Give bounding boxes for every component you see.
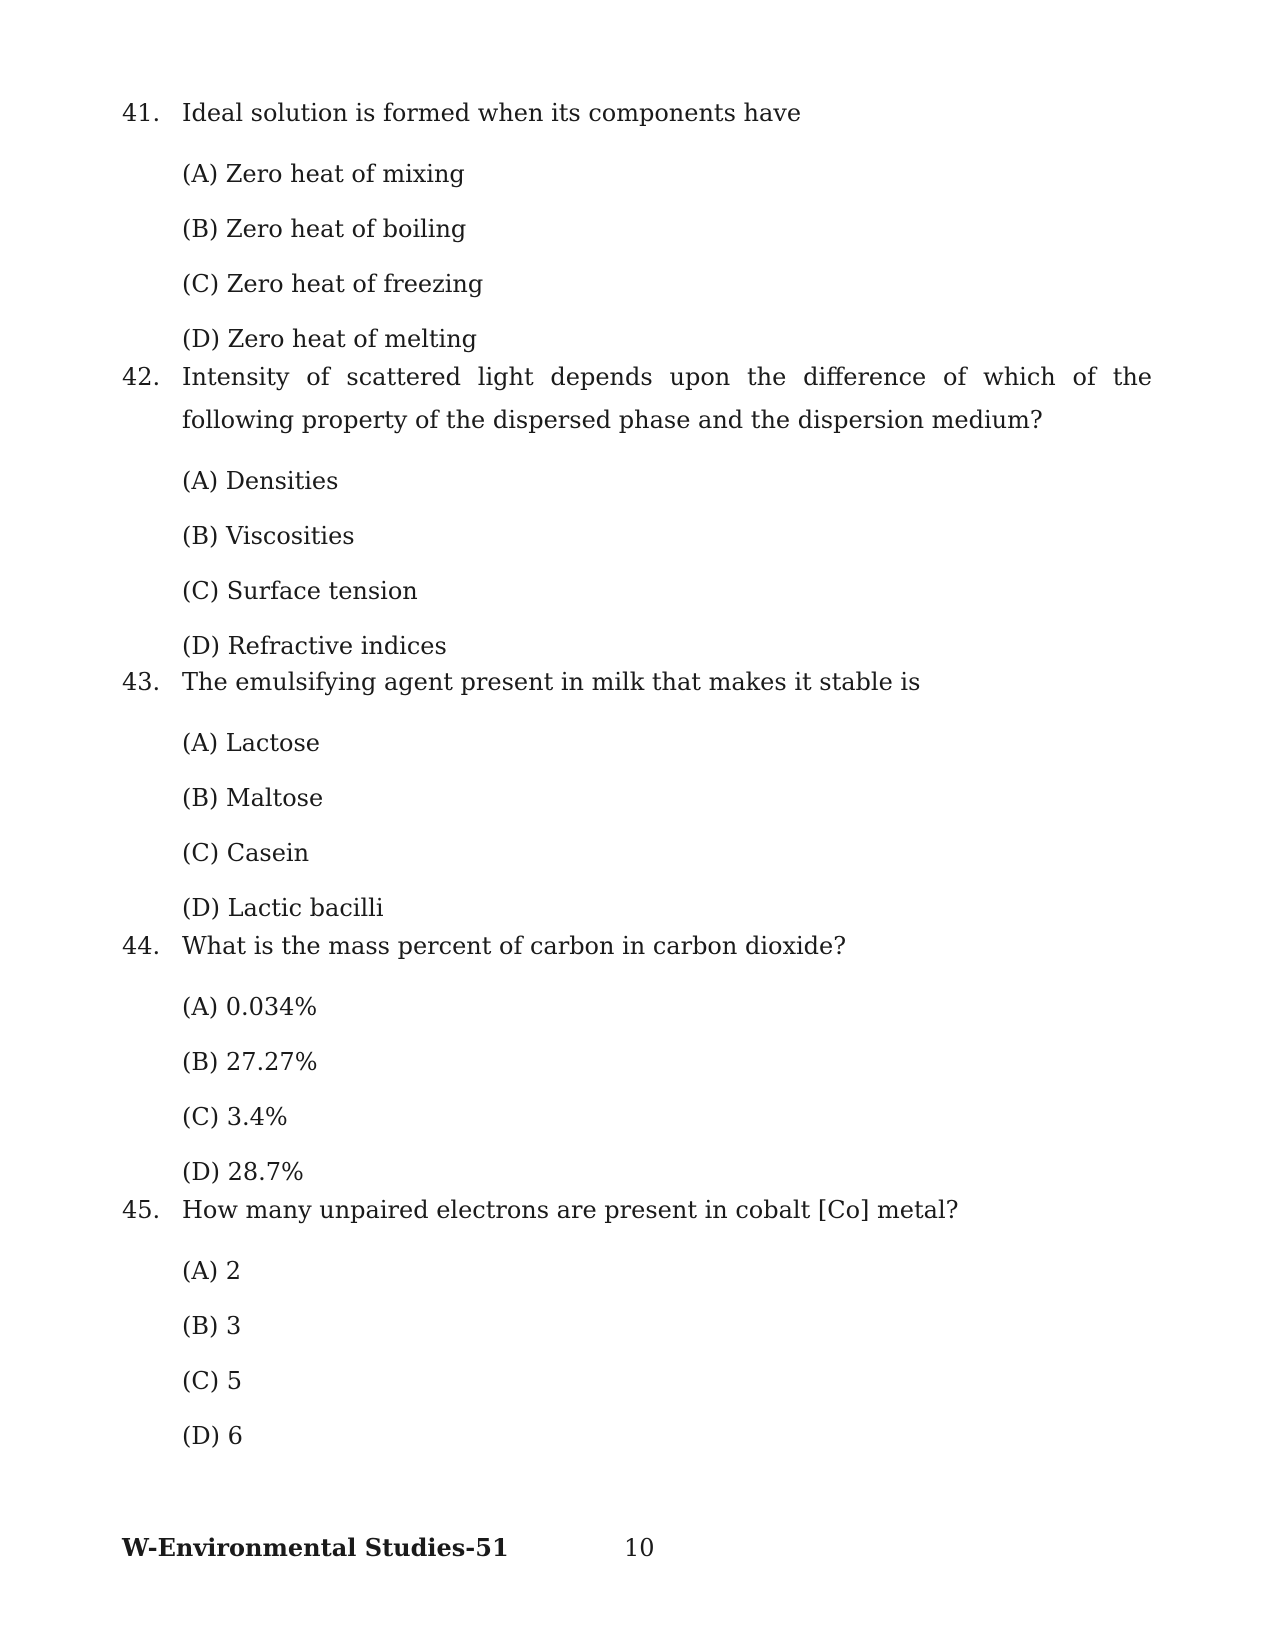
option-c: (C) 3.4% — [182, 1103, 288, 1131]
page-number: 10 — [624, 1534, 655, 1562]
question-text: Intensity of scattered light depends upon the difference of which of the following property of the dispersed phase and the dispersion medium? — [182, 363, 1152, 434]
question-41 — [122, 92, 1152, 354]
option-b: (B) Zero heat of boiling — [182, 215, 467, 243]
option-b: (B) 3 — [182, 1312, 242, 1340]
option-d: (D) 6 — [182, 1422, 243, 1450]
option-a: (A) Zero heat of mixing — [182, 160, 465, 188]
option-c: (C) Casein — [182, 839, 310, 867]
option-b: (B) Maltose — [182, 784, 324, 812]
question-45 — [122, 1189, 1152, 1451]
option-c: (C) 5 — [182, 1367, 242, 1395]
option-list — [122, 1256, 1152, 1451]
option-d: (D) Zero heat of melting — [182, 325, 478, 353]
option-c: (C) Surface tension — [182, 577, 418, 605]
option-list — [122, 466, 1152, 661]
option-list — [122, 159, 1152, 354]
question-text: Ideal solution is formed when its components have — [182, 99, 802, 127]
question-number: 42. — [122, 363, 161, 391]
question-number: 44. — [122, 932, 161, 960]
option-b: (B) 27.27% — [182, 1048, 318, 1076]
question-stem — [122, 925, 1152, 968]
option-a: (A) 0.034% — [182, 993, 318, 1021]
option-b: (B) Viscosities — [182, 522, 355, 550]
question-text: The emulsifying agent present in milk that makes it stable is — [182, 668, 921, 696]
question-number: 41. — [122, 99, 161, 127]
option-a: (A) 2 — [182, 1257, 241, 1285]
option-d: (D) 28.7% — [182, 1158, 304, 1186]
option-d: (D) Lactic bacilli — [182, 894, 384, 922]
question-42 — [122, 356, 1152, 661]
question-stem — [122, 356, 1152, 442]
question-number: 43. — [122, 668, 161, 696]
question-44 — [122, 925, 1152, 1187]
question-stem — [122, 661, 1152, 704]
option-list — [122, 728, 1152, 923]
option-d: (D) Refractive indices — [182, 632, 447, 660]
question-stem — [122, 1189, 1152, 1232]
footer-title: W-Environmental Studies-51 — [122, 1533, 509, 1562]
question-stem — [122, 92, 1152, 135]
option-c: (C) Zero heat of freezing — [182, 270, 484, 298]
question-number: 45. — [122, 1196, 161, 1224]
option-list — [122, 992, 1152, 1187]
question-43 — [122, 661, 1152, 923]
option-a: (A) Lactose — [182, 729, 320, 757]
option-a: (A) Densities — [182, 467, 339, 495]
question-text: What is the mass percent of carbon in carbon dioxide? — [182, 932, 847, 960]
page-footer — [122, 1533, 655, 1562]
question-text: How many unpaired electrons are present in cobalt [Co] metal? — [182, 1196, 959, 1224]
